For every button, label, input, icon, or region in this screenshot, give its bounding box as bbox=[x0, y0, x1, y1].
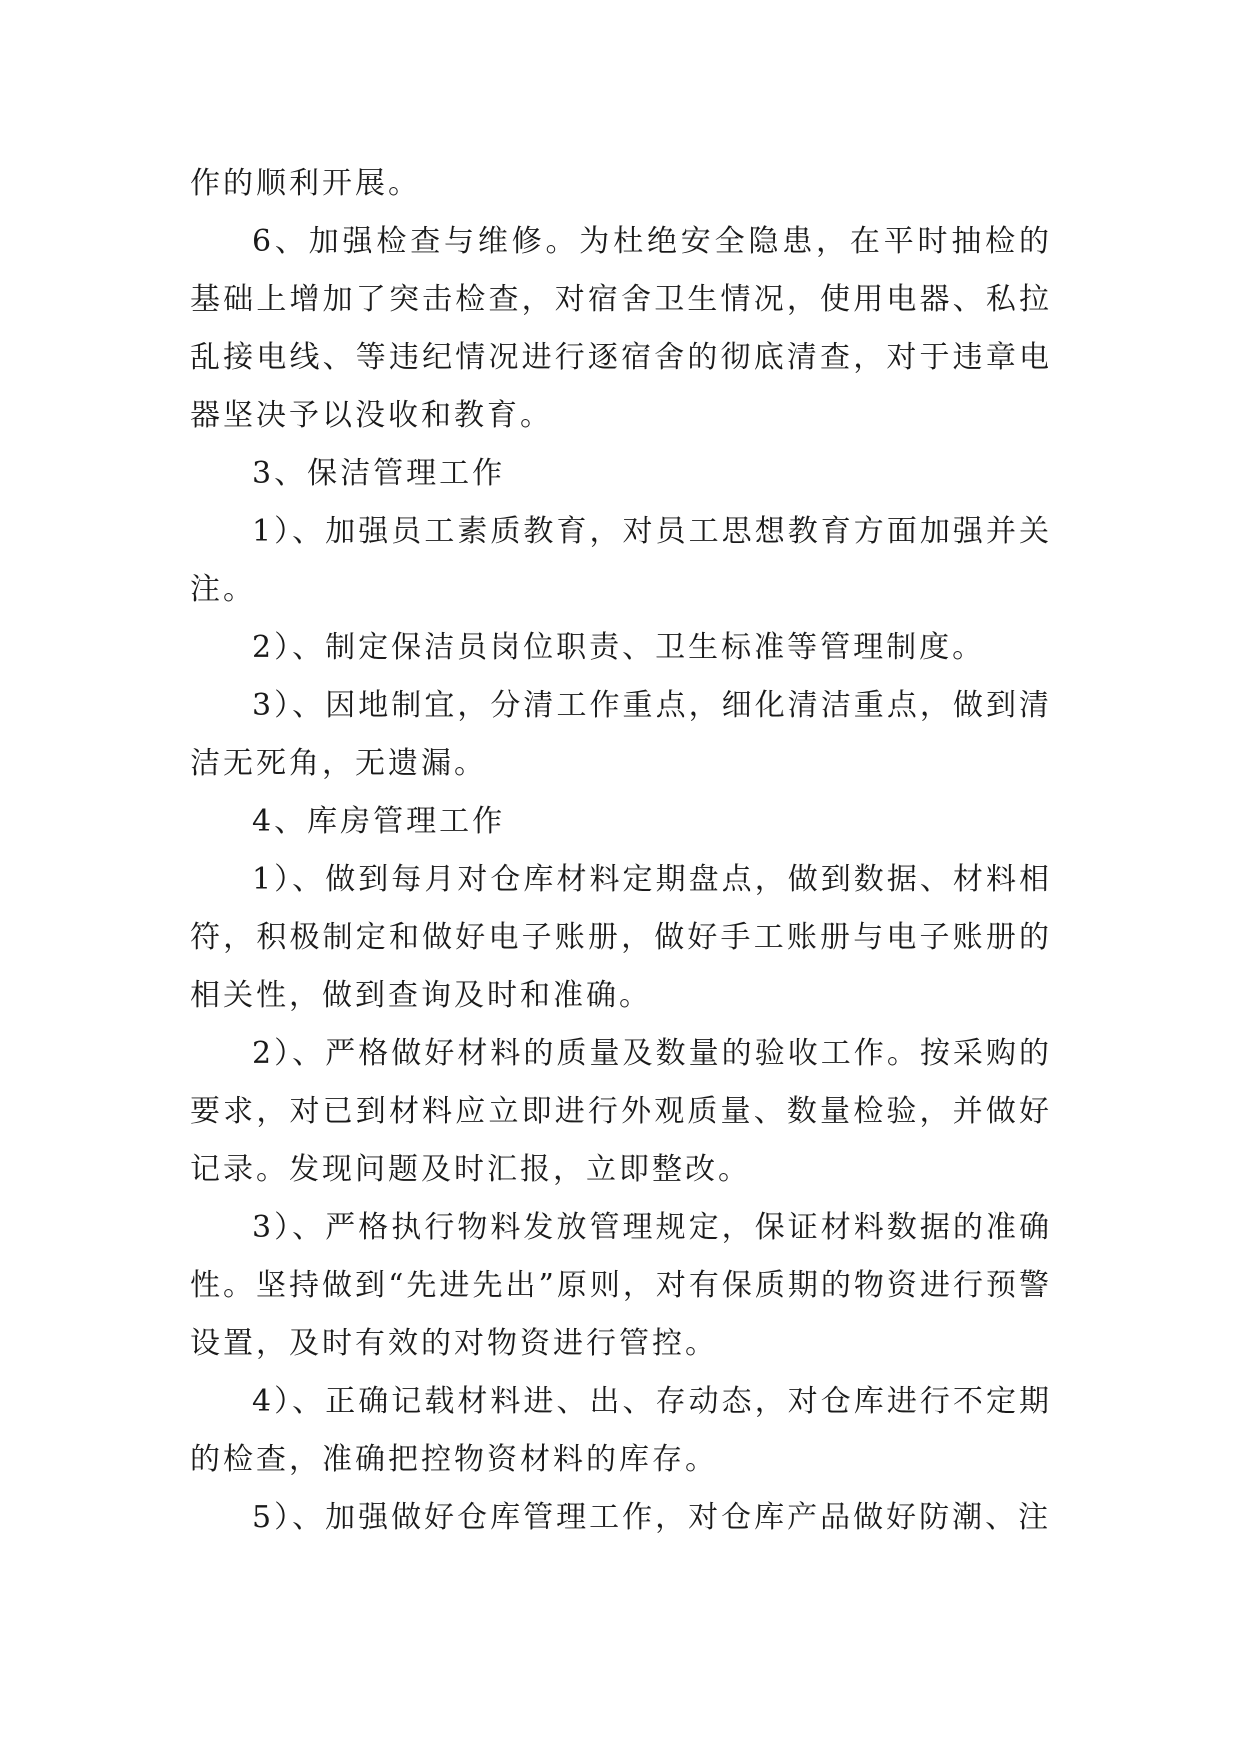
paragraph: 1）、加强员工素质教育，对员工思想教育方面加强并关注。 bbox=[190, 514, 1052, 607]
paragraph: 2）、制定保洁员岗位职责、卫生标准等管理制度。 bbox=[252, 630, 986, 665]
paragraph: 6、加强检查与维修。为杜绝安全隐患，在平时抽检的基础上增加了突击检查，对宿舍卫生情况，使用电器、私拉乱接电线、等违纪情况进行逐宿舍的彻底清查，对于违章电器坚决予以没收和教育。 bbox=[190, 224, 1052, 433]
paragraph: 2）、严格做好材料的质量及数量的验收工作。按采购的要求，对已到材料应立即进行外观质量、数量检验，并做好记录。发现问题及时汇报，立即整改。 bbox=[190, 1036, 1052, 1187]
section-heading: 3、保洁管理工作 bbox=[252, 456, 506, 491]
paragraph: 3）、因地制宜，分清工作重点，细化清洁重点，做到清洁无死角，无遗漏。 bbox=[190, 688, 1052, 781]
paragraph: 1）、做到每月对仓库材料定期盘点，做到数据、材料相符，积极制定和做好电子账册，做好手工账册与电子账册的相关性，做到查询及时和准确。 bbox=[190, 862, 1052, 1013]
paragraph: 4）、正确记载材料进、出、存动态，对仓库进行不定期的检查，准确把控物资材料的库存。 bbox=[190, 1384, 1052, 1477]
paragraph: 作的顺利开展。 bbox=[190, 166, 421, 201]
document-body bbox=[190, 155, 1052, 1547]
section-heading: 4、库房管理工作 bbox=[252, 804, 506, 839]
paragraph: 3）、严格执行物料发放管理规定，保证材料数据的准确性。坚持做到“先进先出”原则，对有保质期的物资进行预警设置，及时有效的对物资进行管控。 bbox=[190, 1210, 1052, 1361]
paragraph: 5）、加强做好仓库管理工作，对仓库产品做好防潮、注 bbox=[252, 1500, 1052, 1535]
